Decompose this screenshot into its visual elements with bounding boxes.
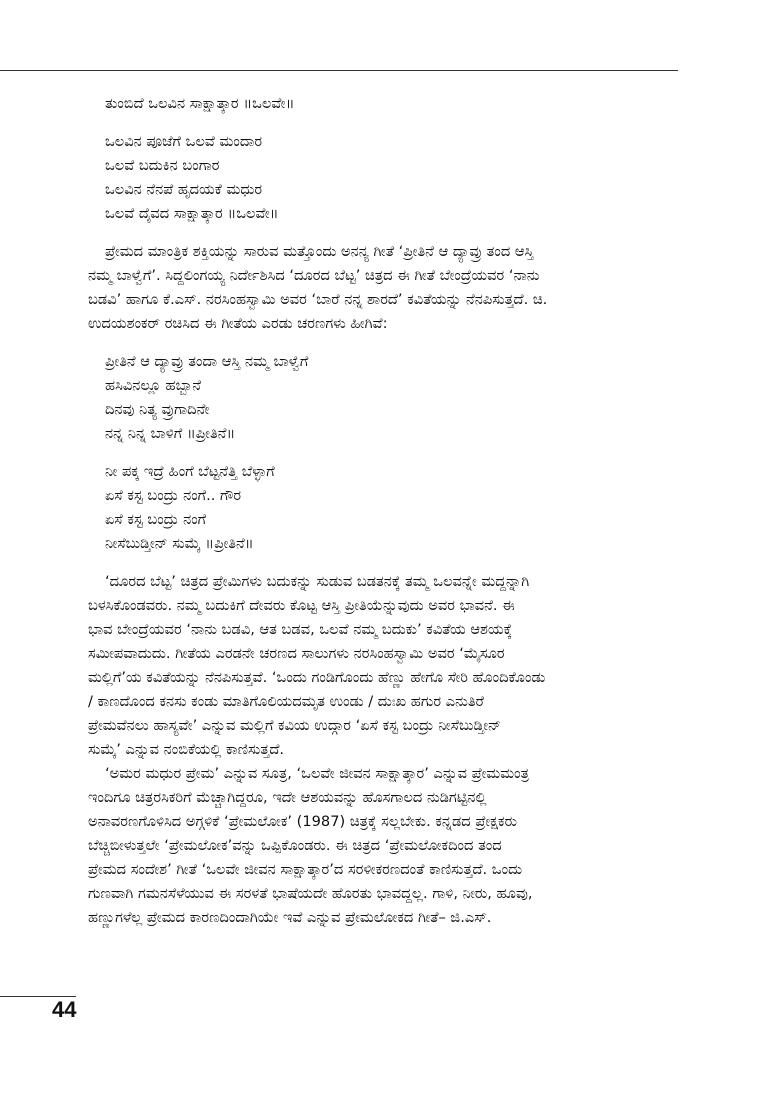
paragraph-line: ಬಳಸಿಕೊಂಡವರು. ನಮ್ಮ ಬದುಕಿಗೆ ದೇವರು ಕೊಟ್ಟ ಆಸ್ತಿ ಪ್ರೀತಿಯೆನ್ನುವುದು ಅವರ ಭಾವನೆ. ಈ bbox=[88, 597, 515, 614]
verse-line: ಒಲವಿನ ನೆನಪೆ ಹೃದಯಕೆ ಮಧುರ bbox=[105, 181, 263, 198]
paragraph-line: ಸಮೀಪವಾದುದು. ಗೀತೆಯ ಎರಡನೇ ಚರಣದ ಸಾಲುಗಳು ನರಸಿಂಹಸ್ವಾಮಿ ಅವರ ‘ಮೈಸೂರ bbox=[88, 645, 505, 662]
header-rule bbox=[0, 70, 678, 71]
paragraph-2 bbox=[88, 570, 670, 762]
paragraph-line: ಇಂದಿಗೂ ಚಿತ್ರರಸಿಕರಿಗೆ ಮೆಚ್ಚಾಗಿದ್ದರೂ, ಇದೇ ಆಶಯವನ್ನು ಹೊಸಗಾಲದ ನುಡಿಗಟ್ಟಿನಲ್ಲಿ bbox=[88, 789, 487, 806]
page-number: 44 bbox=[52, 997, 77, 1022]
verse-line: ಒಲವೆ ದೈವದ ಸಾಕ್ಷಾತ್ಕಾರ ॥ಒಲವೇ॥ bbox=[105, 205, 279, 222]
verse-line: ಒಲವಿನ ಪೂಜೆಗೆ ಒಲವೆ ಮಂದಾರ bbox=[105, 133, 263, 150]
paragraph-1 bbox=[88, 240, 670, 336]
paragraph-line: ಪ್ರೇಮವೆನಲು ಹಾಸ್ಯವೇ’ ಎನ್ನುವ ಮಲ್ಲಿಗೆ ಕವಿಯ ಉದ್ಗಾರ ‘ಏಸೆ ಕಸ್ಟ ಬಂದ್ರು ನೀಸೆಬುಡ್ತೀನ್ bbox=[88, 717, 501, 734]
verse-block-3 bbox=[105, 350, 670, 446]
verse-line: ಒಲವೆ ಬದುಕಿನ ಬಂಗಾರ bbox=[105, 157, 220, 174]
verse-block-2 bbox=[105, 130, 670, 226]
verse-line: ಪ್ರೀತಿನೆ ಆ ದ್ಯಾವ್ರು ತಂದಾ ಆಸ್ತಿ ನಮ್ಮ ಬಾಳ್ವೆಗೆ bbox=[105, 353, 309, 370]
verse-block-1 bbox=[105, 92, 670, 116]
verse-line: ಏಸೆ ಕಸ್ಟ ಬಂದ್ರು ನಂಗೆ bbox=[105, 511, 207, 528]
paragraph-line: ಪ್ರೇಮದ ಸಂದೇಶ’ ಗೀತೆ ‘ಒಲವೇ ಜೀವನ ಸಾಕ್ಷಾತ್ಕಾರ’ದ ಸರಳೀಕರಣದಂತೆ ಕಾಣಿಸುತ್ತದೆ. ಒಂದು bbox=[88, 861, 523, 878]
paragraph-line: ಗುಣವಾಗಿ ಗಮನಸೆಳೆಯುವ ಈ ಸರಳತೆ ಭಾಷೆಯದೇ ಹೊರತು ಭಾವದ್ದಲ್ಲ. ಗಾಳಿ, ನೀರು, ಹೂವು, bbox=[88, 885, 533, 902]
verse-line: ನೀ ಪಕ್ಕ ಇದ್ರೆ ಹಿಂಗೆ ಬೆಟ್ಟನೆತ್ತಿ ಬೆಳ್ಳಾಗೆ bbox=[105, 463, 275, 480]
paragraph-line: ಉದಯಶಂಕರ್ ರಚಿಸಿದ ಈ ಗೀತೆಯ ಎರಡು ಚರಣಗಳು ಹೀಗಿವೆ: bbox=[88, 315, 388, 332]
paragraph-line: ಭಾವ ಬೇಂದ್ರೆಯವರ ‘ನಾನು ಬಡವಿ, ಆತ ಬಡವ, ಒಲವೆ ನಮ್ಮ ಬದುಕು’ ಕವಿತೆಯ ಆಶಯಕ್ಕೆ bbox=[88, 621, 513, 638]
page-body bbox=[88, 92, 670, 930]
verse-line: ದಿನವು ನಿತ್ಯ ವ್ರುಗಾದಿನೇ bbox=[105, 401, 210, 418]
paragraph-line: ಬಡವಿ’ ಹಾಗೂ ಕೆ.ಎಸ್. ನರಸಿಂಹಸ್ವಾಮಿ ಅವರ ‘ಬಾರೆ ನನ್ನ ಶಾರದೆ’ ಕವಿತೆಯನ್ನು ನೆನಪಿಸುತ್ತದೆ. ಚಿ. bbox=[88, 291, 548, 308]
verse-line: ತುಂಬಿದೆ ಒಲವಿನ ಸಾಕ್ಷಾತ್ಕಾರ ॥ಒಲವೇ॥ bbox=[105, 95, 295, 112]
paragraph-line: ಬೆಚ್ಚಿಬೀಳುತ್ತಲೇ ‘ಪ್ರೇಮಲೋಕ’ವನ್ನು ಒಪ್ಪಿಕೊಂಡರು. ಈ ಚಿತ್ರದ ‘ಪ್ರೇಮಲೋಕದಿಂದ ತಂದ bbox=[88, 837, 502, 854]
verse-line: ನೀಸೆಬುಡ್ತೀನ್ ಸುಮ್ಕೆ ॥ಪ್ರೀತಿನೆ॥ bbox=[105, 535, 254, 552]
paragraph-line: ಸುಮ್ಕೆ’ ಎನ್ನುವ ನಂಬಿಕೆಯಲ್ಲಿ ಕಾಣಿಸುತ್ತದೆ. bbox=[88, 741, 285, 758]
paragraph-line: ಮಲ್ಲಿಗೆ’ಯ ಕವಿತೆಯನ್ನು ನೆನಪಿಸುತ್ತವೆ. ‘ಒಂದು ಗಂಡಿಗೊಂದು ಹೆಣ್ಣು ಹೇಗೊ ಸೇರಿ ಹೊಂದಿಕೊಂಡು bbox=[88, 669, 546, 686]
paragraph-line: ಪ್ರೇಮದ ಮಾಂತ್ರಿಕ ಶಕ್ತಿಯನ್ನು ಸಾರುವ ಮತ್ತೊಂದು ಅನನ್ಯ ಗೀತೆ ‘ಪ್ರೀತಿನೆ ಆ ದ್ಯಾವ್ರು ತಂದ ಆಸ್ತಿ bbox=[105, 243, 534, 260]
verse-line: ನನ್ನ ನಿನ್ನ ಬಾಳಿಗೆ ॥ಪ್ರೀತಿನೆ॥ bbox=[105, 425, 236, 442]
paragraph-line: ನಮ್ಮ ಬಾಳ್ವೆಗೆ’. ಸಿದ್ದಲಿಂಗಯ್ಯ ನಿರ್ದೇಶಿಸಿದ ‘ದೂರದ ಬೆಟ್ಟ’ ಚಿತ್ರದ ಈ ಗೀತೆ ಬೇಂದ್ರೆಯವರ ‘ನಾನು bbox=[88, 267, 540, 284]
paragraph-line: ಹಣ್ಣುಗಳೆಲ್ಲ ಪ್ರೇಮದ ಕಾರಣದಿಂದಾಗಿಯೇ ಇವೆ ಎನ್ನುವ ಪ್ರೇಮಲೋಕದ ಗೀತೆ– ಜಿ.ಎಸ್. bbox=[88, 909, 492, 926]
paragraph-line: ಅನಾವರಣಗೊಳಿಸಿದ ಅಗ್ಗಳಿಕೆ ‘ಪ್ರೇಮಲೋಕ’ (1987) ಚಿತ್ರಕ್ಕೆ ಸಲ್ಲಬೇಕು. ಕನ್ನಡದ ಪ್ರೇಕ್ಷಕರು bbox=[88, 813, 517, 830]
paragraph-line: ‘ದೂರದ ಬೆಟ್ಟ’ ಚಿತ್ರದ ಪ್ರೇಮಿಗಳು ಬದುಕನ್ನು ಸುಡುವ ಬಡತನಕ್ಕೆ ತಮ್ಮ ಒಲವನ್ನೇ ಮದ್ದನ್ನಾಗಿ bbox=[105, 573, 530, 590]
paragraph-line: / ಕಾಣದೊಂದ ಕನಸು ಕಂಡು ಮಾತಿಗೊಲಿಯದಮೃತ ಉಂಡು / ದುಃಖ ಹಗುರ ಎನುತಿರೆ bbox=[88, 693, 484, 710]
paragraph-line: ‘ಅಮರ ಮಧುರ ಪ್ರೇಮ’ ಎನ್ನುವ ಸೂತ್ರ, ‘ಒಲವೇ ಜೀವನ ಸಾಕ್ಷಾತ್ಕಾರ’ ಎನ್ನುವ ಪ್ರೇಮಮಂತ್ರ bbox=[105, 765, 529, 782]
verse-line: ಏಸೆ ಕಸ್ಟ ಬಂದ್ರು ನಂಗೆ.. ಗೌರ bbox=[105, 487, 242, 504]
paragraph-3 bbox=[88, 762, 670, 930]
verse-block-4 bbox=[105, 460, 670, 556]
verse-line: ಹಸಿವಿನಲ್ಲೂ ಹಬ್ಬಾನೆ bbox=[105, 377, 202, 394]
